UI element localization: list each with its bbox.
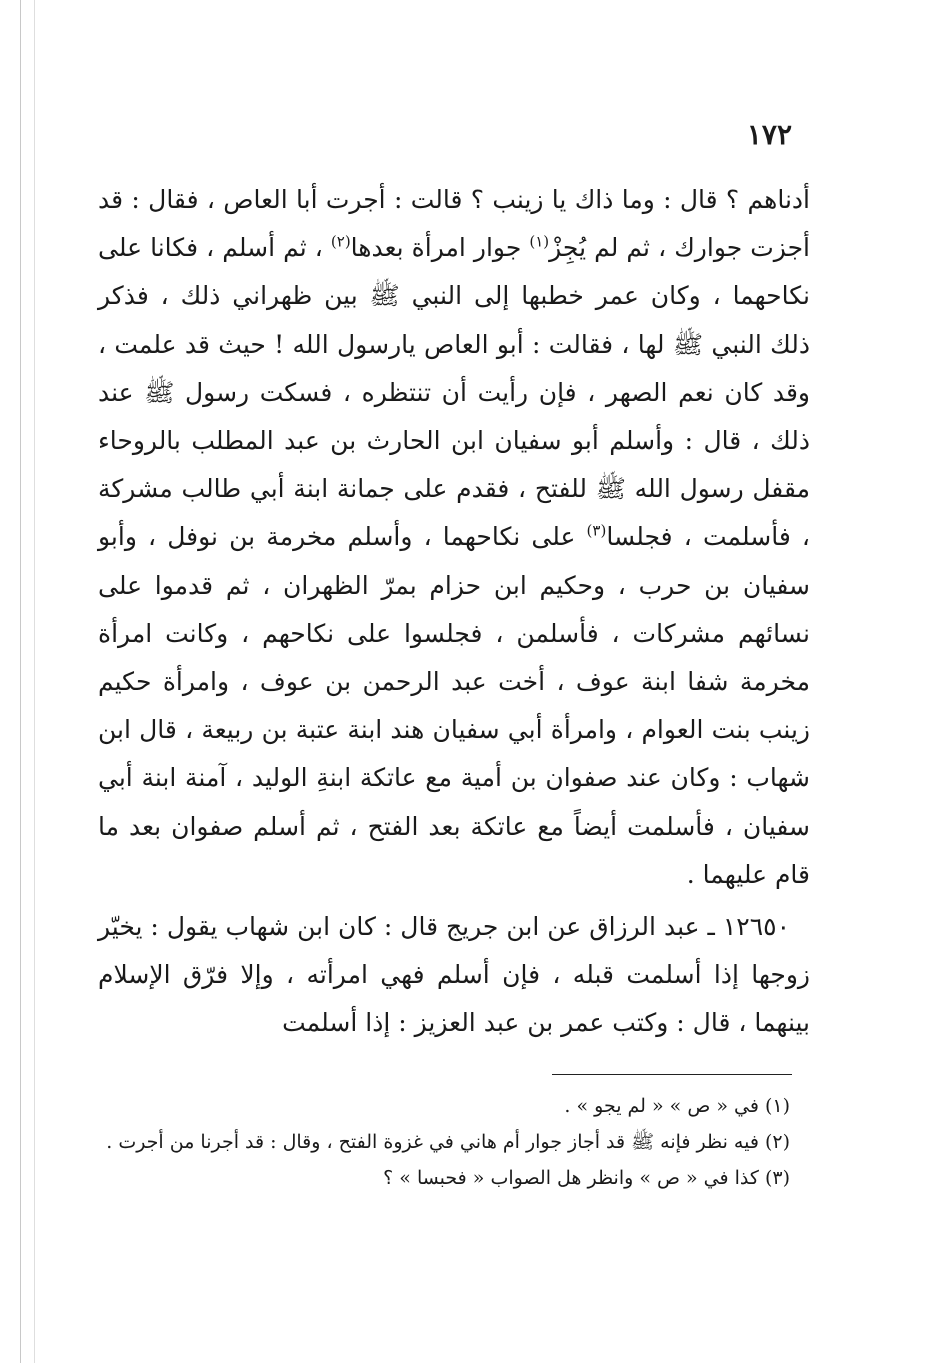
footnotes-block bbox=[98, 1088, 810, 1196]
main-text-block bbox=[98, 176, 810, 1048]
footnote-ref-2: (٢) bbox=[330, 232, 351, 251]
footnote-2-text: فيه نظر فإنه ﷺ قد أجاز جوار أم هاني في غزوة الفتح ، وقال : قد أجرنا من أجرت . bbox=[106, 1131, 759, 1153]
footnote-ref-3: (٣) bbox=[586, 522, 607, 541]
main-paragraph bbox=[98, 176, 810, 899]
footnote-divider bbox=[552, 1074, 792, 1075]
hadith-paragraph: ١٢٦٥٠ ـ عبد الرزاق عن ابن جريج قال : كان ابن شهاب يقول : يخيّر زوجها إذا أسلمت قبله ، فإن أسلم فهي امرأته ، وإلا فرّق الإسلام بينهما ، قال : وكتب عمر بن عبد العزيز : إذا أسلمت bbox=[98, 912, 810, 1038]
footnote-2-number: (٢) bbox=[764, 1131, 790, 1153]
footnote-1 bbox=[98, 1088, 810, 1124]
main-paragraph-part-4: على نكاحهما ، وأسلم مخرمة بن نوفل ، وأبو سفيان بن حرب ، وحكيم ابن حزام بمرّ الظهران ، ثم قدموا على نسائهم مشركات ، فأسلمن ، فجلسوا على نكاحهم ، وكانت امرأة مخرمة شفا ابنة عوف ، أخت عبد الرحمن بن عوف ، وامرأة حكيم زينب بنت العوام ، وامرأة أبي سفيان هند ابنة عتبة بن ربيعة ، قال ابن شهاب : وكان عند صفوان بن أمية مع عاتكة ابنةِ الوليد ، آمنة ابنة أبي سفيان ، فأسلمت أيضاً مع عاتكة بعد الفتح ، ثم أسلم صفوان بعد ما قام عليهما . bbox=[98, 522, 810, 889]
scan-edge-line-secondary bbox=[34, 0, 35, 1363]
scan-edge-line bbox=[20, 0, 21, 1363]
main-paragraph-part-1: أدناهم ؟ قال : وما ذاك يا زينب ؟ قالت : أجرت أبا العاص ، فقال : قد أجزت جوارك ، ثم لم يُجِزْ bbox=[98, 185, 810, 263]
footnote-3-number: (٣) bbox=[764, 1167, 790, 1189]
footnote-3-text: كذا في « ص » وانظر هل الصواب « فحبسا » ؟ bbox=[383, 1167, 759, 1189]
footnote-3 bbox=[98, 1160, 810, 1196]
page-number: ١٧٢ bbox=[746, 118, 792, 151]
footnote-ref-1: (١) bbox=[529, 232, 550, 251]
footnote-1-number: (١) bbox=[764, 1095, 790, 1117]
main-paragraph-part-3: ، ثم أسلم ، فكانا على نكاحهما ، وكان عمر خطبها إلى النبي ﷺ بين ظهراني ذلك ، فذكر ذلك النبي ﷺ لها ، فقالت : أبو العاص يارسول الله ! حيث قد علمت ، وقد كان نعم الصهر ، فإن رأيت أن تنتظره ، فسكت رسول ﷺ عند ذلك ، قال : وأسلم أبو سفيان ابن الحارث بن عبد المطلب بالروحاء مقفل رسول الله ﷺ للفتح ، فقدم على جمانة ابنة أبي طالب مشركة ، فأسلمت ، فجلسا bbox=[98, 233, 810, 552]
footnote-1-text: في « ص » « لم يجو » . bbox=[564, 1095, 759, 1117]
footnote-2 bbox=[98, 1124, 810, 1160]
main-paragraph-part-2: جوار امرأة بعدها bbox=[350, 233, 530, 263]
